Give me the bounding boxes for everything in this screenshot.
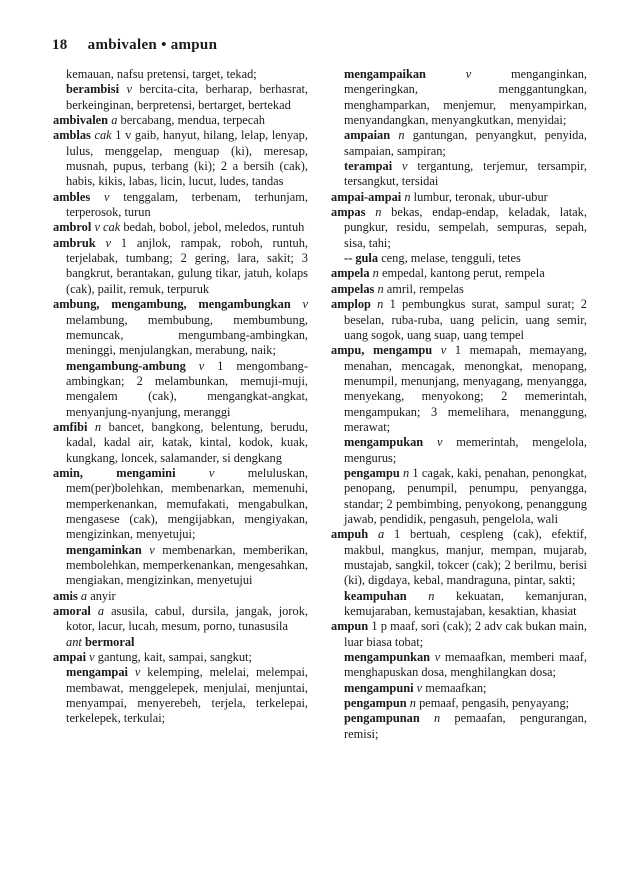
headword: pengampun: [344, 696, 407, 711]
definition: membenarkan, memberikan, membolehkan, memperkenankan, mengesahkan, mengiakan, mengizinkan, menyetujui: [66, 542, 308, 588]
definition: 1 v gaib, hanyut, hilang, lelap, lenyap, lulus, menggelap, menguap (ki), meresap, musnah, pupus, terbang (ki); 2 a bersih (cak), habis, kikis, labas, licin, lucut, ludes, tandas: [66, 128, 308, 189]
headword: amin, mengamini: [53, 465, 176, 480]
part-of-speech: a: [97, 604, 105, 619]
part-of-speech: n: [428, 588, 435, 603]
headword: ampuh: [331, 527, 369, 542]
part-of-speech: cak: [94, 128, 112, 143]
subentry: [331, 711, 587, 742]
part-of-speech: n: [409, 696, 416, 711]
left-column: [53, 67, 308, 727]
definition: 1 p maaf, sori (cak); 2 adv cak bukan main, luar biasa tobat;: [344, 619, 587, 649]
definition: menganginkan, mengeringkan, menggantungkan, menghamparkan, menjemur, menyampirkan, menyandangkan, menyangkutkan, menyidai;: [344, 67, 587, 128]
dictionary-entry: [331, 297, 587, 343]
dictionary-entry: [53, 589, 308, 604]
subentry: [331, 681, 587, 696]
dictionary-entry: [53, 650, 308, 665]
headword: berambisi: [66, 82, 120, 97]
definition: bancet, bangkong, belentung, berudu, kadal, kadal air, katak, kintal, kodok, kuak, kungkang, loncek, salamander, si dengkang: [66, 419, 308, 465]
dictionary-entry: [53, 113, 308, 128]
definition: bercita-cita, berharap, berhasrat, berkeinginan, berpretensi, bertarget, bertekad: [66, 82, 308, 112]
running-header: [52, 37, 217, 54]
headword: mengambung-ambung: [66, 358, 186, 373]
dictionary-entry: [53, 466, 308, 543]
part-of-speech: v: [416, 680, 423, 695]
part-of-speech: v: [105, 235, 112, 250]
subentry: [331, 67, 587, 128]
headword: mengaminkan: [66, 542, 142, 557]
definition: memerintah, mengelola, mengurus;: [344, 435, 587, 465]
headword: pengampu: [344, 465, 400, 480]
headword: mengampai: [66, 665, 128, 680]
definition: 1 anjlok, rampak, roboh, runtuh, terjelabak, tumbang; 2 gering, lara, sakit; 3 bangkrut, berantakan, gulung tikar, jatuh, kolaps (cak), pailit, remuk, terpuruk: [66, 235, 308, 296]
dictionary-entry: [331, 527, 587, 588]
subentry: [331, 128, 587, 159]
subentry: [53, 665, 308, 726]
part-of-speech: v: [208, 465, 215, 480]
headword: ampai: [53, 650, 87, 665]
part-of-speech: v: [440, 343, 447, 358]
headword: ambruk: [53, 235, 96, 250]
part-of-speech: v: [89, 650, 95, 665]
definition: bercabang, mendua, terpecah: [120, 113, 265, 128]
headword: ampu, mengampu: [331, 343, 433, 358]
part-of-speech: ant: [66, 634, 82, 649]
definition: lumbur, teronak, ubur-ubur: [413, 189, 548, 204]
definition: anyir: [90, 588, 116, 603]
part-of-speech: n: [404, 189, 411, 204]
dictionary-entry: [53, 420, 308, 466]
subentry: [53, 359, 308, 420]
definition: kelemping, melelai, melempai, membawat, menggelepek, menjulai, menjuntai, menyampai, menyerebeh, terjela, terkelepai, terkelepek, terkulai;: [66, 665, 308, 726]
headword: ampela: [331, 266, 370, 281]
definition: bedah, bobol, jebol, meledos, runtuh: [123, 220, 305, 235]
definition: ceng, melase, tengguli, tetes: [381, 251, 521, 266]
dictionary-entry: [331, 619, 587, 650]
dictionary-entry: [53, 128, 308, 189]
part-of-speech: n: [94, 419, 102, 434]
part-of-speech: n: [372, 266, 379, 281]
dictionary-entry: [53, 220, 308, 235]
definition: empedal, kantong perut, rempela: [381, 266, 545, 281]
subentry: [331, 435, 587, 466]
part-of-speech: v: [134, 665, 141, 680]
dictionary-entry: [331, 190, 587, 205]
part-of-speech: n: [377, 281, 384, 296]
part-of-speech: v cak: [94, 220, 121, 235]
definition: pemaaf, pengasih, penyayang;: [419, 696, 570, 711]
part-of-speech: v: [103, 189, 110, 204]
headword: amoral: [53, 604, 91, 619]
part-of-speech: v: [302, 297, 308, 312]
subentry: [53, 67, 308, 82]
subentry: [331, 466, 587, 527]
definition: 1 memapah, memayang, menahan, mencagak, menongkat, menopang, menumpil, menunjang, menyagang, menyangga, menyekang, menyokong; 2 memerintah, mengampukan; 3 memelihara, menanggung, merawat;: [344, 343, 587, 434]
dictionary-entry: [53, 190, 308, 221]
definition: bekas, endap-endap, keladak, latak, pungkur, residu, sempelah, sempuras, sepah, sisa, tahi;: [344, 205, 587, 250]
definition: memaafkan;: [425, 680, 487, 695]
part-of-speech: v: [402, 159, 408, 174]
subentry: [331, 251, 587, 266]
definition: 1 mengombang-ambingkan; 2 melambunkan, memuji-muji, mengalem (cak), mengangkat-angkat, menyanjung-nyanjung, meranggi: [66, 358, 308, 419]
headword: -- gula: [344, 251, 379, 266]
part-of-speech: a: [80, 588, 88, 603]
subentry: [331, 650, 587, 681]
headword: ambles: [53, 189, 91, 204]
dictionary-entry: [53, 297, 308, 358]
part-of-speech: v: [436, 435, 443, 450]
headword: mengampuni: [344, 680, 414, 695]
subentry: [331, 589, 587, 620]
definition: 1 cagak, kaki, penahan, penongkat, penopang, penumpil, penumpu, penyangga, standar; 2 pembimbing, penyokong, penanggung jawab, pendidik, pengasuh, pengelola, wali: [344, 465, 587, 526]
part-of-speech: v: [434, 650, 441, 665]
dictionary-entry: [331, 266, 587, 281]
subentry: [331, 696, 587, 711]
definition: tergantung, terjemur, tersampir, tersangkut, tersidai: [344, 159, 587, 189]
headword: amis: [53, 588, 78, 603]
headword: ampas: [331, 205, 366, 220]
dictionary-entry: [53, 604, 308, 635]
definition: amril, rempelas: [386, 281, 464, 296]
part-of-speech: n: [433, 711, 441, 726]
headword: pengampunan: [344, 711, 420, 726]
subentry: [331, 159, 587, 190]
headword: keampuhan: [344, 588, 407, 603]
part-of-speech: v: [126, 82, 132, 97]
headword: amplop: [331, 297, 371, 312]
definition: memaafkan, memberi maaf, menghapuskan dosa, menghilangkan dosa;: [344, 650, 587, 680]
definition: kekuatan, kemanjuran, kemujaraban, kemustajaban, kesaktian, khasiat: [344, 588, 587, 619]
headword: ampun: [331, 619, 369, 634]
dictionary-entry: [331, 282, 587, 297]
definition: 1 bertuah, cespleng (cak), efektif, makbul, mangkus, manjur, mempan, mujarab, mustajab, sangkil, tokcer (cak); 2 berilmu, berisi (ki), digdaya, kebal, mandraguna, pintar, sakti;: [344, 527, 587, 588]
headword: ambivalen: [53, 113, 109, 128]
definition: kemauan, nafsu pretensi, target, tekad;: [66, 67, 257, 81]
headword: ampelas: [331, 281, 375, 296]
headword: mengampunkan: [344, 650, 431, 665]
headword: ambrol: [53, 220, 92, 235]
part-of-speech: n: [375, 205, 382, 220]
definition: tenggalam, terbenam, terhunjam, terperosok, turun: [66, 189, 308, 220]
dictionary-entry: [53, 236, 308, 297]
headword: amblas: [53, 128, 91, 143]
headword: ambung, mengambung, mengambungkan: [53, 297, 291, 312]
part-of-speech: v: [149, 542, 155, 557]
definition: gantung, kait, sampai, sangkut;: [97, 650, 252, 665]
antonym: bermoral: [84, 634, 135, 649]
part-of-speech: v: [465, 67, 472, 81]
right-column: [331, 67, 587, 742]
subentry: [53, 82, 308, 113]
page-number: 18: [52, 37, 68, 53]
headword: terampai: [344, 159, 393, 174]
definition: pemaafan, pengurangan, remisi;: [344, 711, 587, 741]
part-of-speech: a: [378, 527, 385, 542]
dictionary-entry: [331, 343, 587, 435]
subentry: [53, 543, 308, 589]
subentry: [53, 635, 308, 650]
part-of-speech: n: [403, 465, 410, 480]
headword: amfibi: [53, 419, 88, 434]
headword: mengampukan: [344, 435, 424, 450]
definition: 1 pembungkus surat, sampul surat; 2 beselan, ruba-ruba, uang pelicin, uang semir, uang sogok, uang suap, uang tempel: [344, 297, 587, 342]
definition: gantungan, penyangkut, penyida, sampaian, sampiran;: [344, 128, 587, 158]
headword: mengampaikan: [344, 67, 426, 81]
part-of-speech: n: [398, 128, 405, 143]
part-of-speech: v: [198, 358, 205, 373]
headword: ampai-ampai: [331, 189, 402, 204]
part-of-speech: n: [377, 297, 384, 312]
definition: asusila, cabul, dursila, jangak, jorok, kotor, lacur, lucah, mesum, porno, tunasusila: [66, 604, 308, 634]
definition: meluluskan, mem(per)bolehkan, membenarkan, memenuhi, memperkenankan, memufakati, mengabulkan, mengasese (cak), mengijabkan, mengiyakan, mengizinkan, menyetujui;: [66, 465, 308, 542]
part-of-speech: a: [111, 113, 118, 128]
definition: melambung, membubung, membumbung, memuncak, mengumbang-ambingkan, meninggi, menjulangkan, merabung, naik;: [66, 312, 308, 358]
headword: ampaian: [344, 128, 391, 143]
dictionary-entry: [331, 205, 587, 251]
guide-words: ambivalen • ampun: [87, 37, 218, 53]
